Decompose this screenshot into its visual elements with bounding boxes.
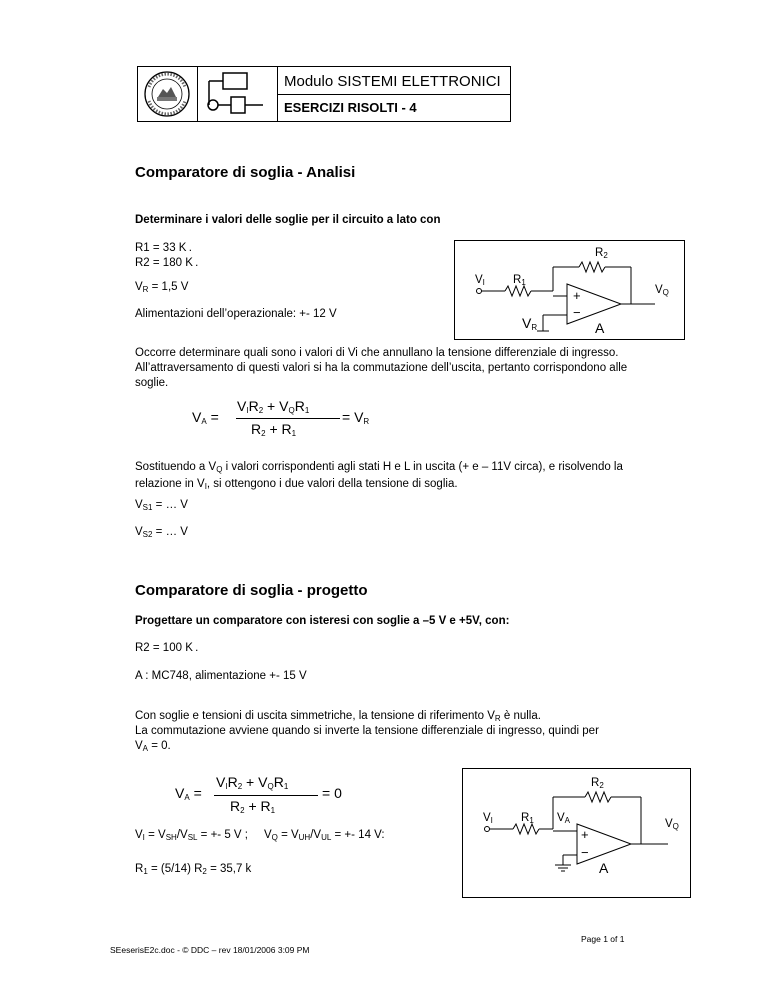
- r2-design-value: R2 = 100 K .: [135, 642, 199, 654]
- c2-r1-label: $R_1$: [521, 812, 534, 825]
- supply-text: Alimentazioni dell’operazionale: +- 12 V: [135, 308, 337, 320]
- formula2-zero: = 0: [322, 785, 342, 801]
- c2-opamp-label: A: [599, 860, 609, 876]
- formula2-va-label: $V_A$ =: [175, 785, 202, 802]
- p3-line: $V_A = 0$.: [135, 740, 171, 753]
- explain-paragraph: Occorre determinare quali sono i valori di Vi che annullano la tensione differenziale di ingresso. All’attraversamento di questi valori si ha la commutazione dell’uscita, pertanto corrispondono alle soglie.: [135, 347, 628, 389]
- r1-value: R1 = 33 K .: [135, 242, 192, 254]
- c1-minus-sign: −: [573, 305, 581, 320]
- formula-vr-result: = $V_R$: [342, 409, 370, 426]
- file-info: SEeserisE2c.doc - © DDC – rev 18/01/2006 3:09 PM: [110, 945, 310, 955]
- formula2-numerator: $V_IR_2 + V_QR_1$: [216, 774, 289, 791]
- page-number: Page 1 of 1: [581, 934, 625, 944]
- formula-fraction-line: [236, 418, 340, 419]
- vi-vq-line: $V_I = V_{SH}/V_{SL}$ = +- 5 V ; $V_Q = V_{UH}/V_{UL}$ = +- 14 V:: [135, 829, 385, 842]
- vs2-line: $V_{S2}$ = … V: [135, 526, 188, 539]
- c2-va-label: $V_A$: [557, 812, 571, 825]
- c1-vi-label: $V_I$: [475, 274, 485, 287]
- substitute-paragraph: Sostituendo a $V_Q$ i valori corrispondenti agli stati H e L in uscita (+ e – 11V circa), e risolvendo la relazione in $V_I$, si ottengono i due valori della tensione di soglia.: [135, 461, 623, 491]
- task-progetto: Progettare un comparatore con isteresi con soglie a –5 V e +5V, con:: [135, 615, 510, 627]
- c2-minus-sign: −: [581, 845, 589, 860]
- c1-r1-label: $R_1$: [513, 274, 526, 287]
- module-title: Modulo SISTEMI ELETTRONICI: [284, 73, 501, 90]
- amp-spec: A : MC748, alimentazione +- 15 V: [135, 670, 307, 682]
- vs1-line: $V_{S1}$ = … V: [135, 499, 188, 512]
- header-table: [137, 66, 511, 122]
- c2-plus-sign: +: [581, 827, 589, 842]
- formula-denominator: $R_2 + R_1$: [251, 421, 297, 438]
- section-title-analisi: Comparatore di soglia - Analisi: [135, 164, 356, 181]
- r2-value: R2 = 180 K .: [135, 257, 199, 269]
- c1-plus-sign: +: [573, 288, 581, 303]
- module-logo: [197, 67, 278, 121]
- c2-vq-label: $V_Q$: [665, 818, 679, 831]
- circuit-diagram-1: [454, 240, 685, 340]
- c1-r2-label: $R_2$: [595, 247, 608, 260]
- module-subtitle: ESERCIZI RISOLTI - 4: [284, 100, 417, 115]
- section-title-progetto: Comparatore di soglia - progetto: [135, 582, 368, 599]
- p1-line: Con soglie e tensioni di uscita simmetriche, la tensione di riferimento $V_R$ è nulla.: [135, 710, 541, 723]
- vr-value: $V_R = 1,5$ V: [135, 281, 189, 294]
- formula2-fraction-line: [214, 795, 318, 796]
- formula-va-label: $V_A$ =: [192, 409, 219, 426]
- c2-r2-label: $R_2$: [591, 777, 604, 790]
- circuit-diagram-2: [462, 768, 691, 898]
- c1-opamp-label: A: [595, 320, 605, 336]
- c2-vi-label: $V_I$: [483, 812, 493, 825]
- c1-vr-label: $V_R$: [522, 315, 538, 332]
- formula2-denominator: $R_2 + R_1$: [230, 798, 276, 815]
- university-logo: [138, 67, 198, 121]
- task-analisi: Determinare i valori delle soglie per il circuito a lato con: [135, 214, 441, 226]
- p2-line: La commutazione avviene quando si inverte la tensione differenziale di ingresso, quindi per: [135, 725, 599, 737]
- r1-calc-line: $R_1 = (5/14) R_2 = 35,7$ k: [135, 863, 254, 876]
- c1-vq-label: $V_Q$: [655, 284, 669, 297]
- formula-numerator: $V_IR_2 + V_QR_1$: [237, 398, 310, 415]
